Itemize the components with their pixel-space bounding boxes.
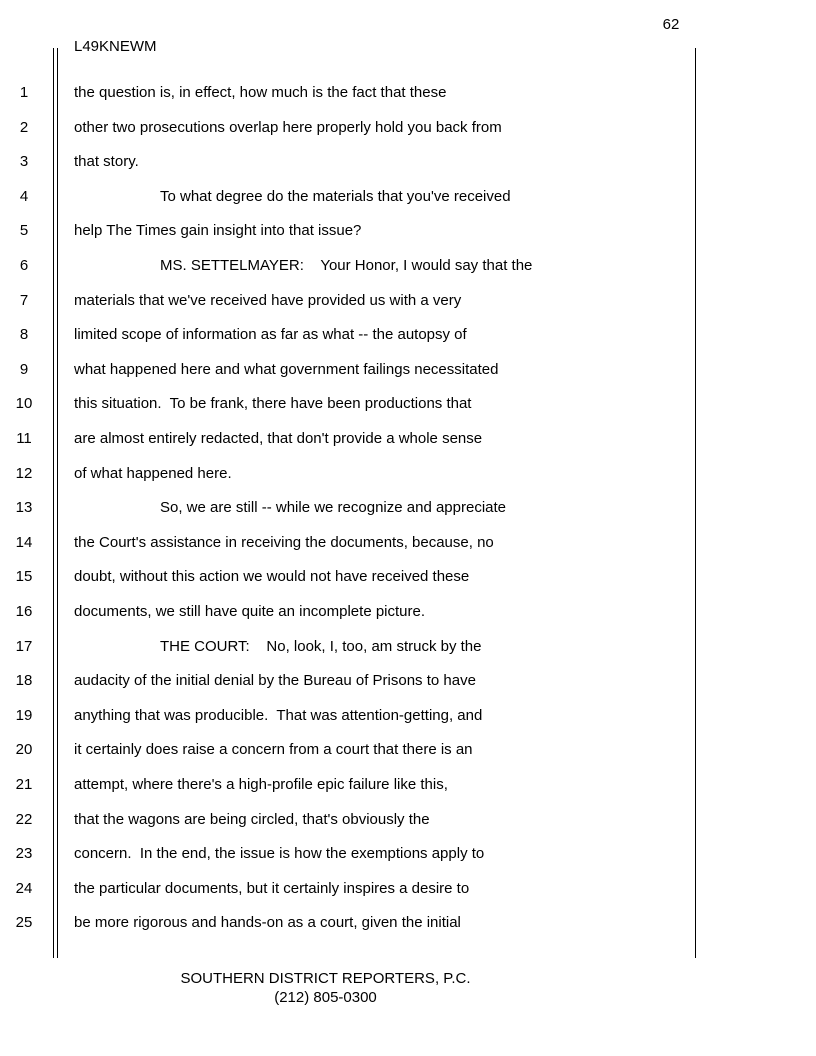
transcript-line: THE COURT: No, look, I, too, am struck by the xyxy=(160,638,482,655)
transcript-line: the particular documents, but it certainly inspires a desire to xyxy=(74,880,470,897)
transcript-line: are almost entirely redacted, that don't provide a whole sense xyxy=(74,430,483,447)
transcript-line: that story. xyxy=(74,153,139,170)
line-number: 6 xyxy=(19,257,29,274)
transcript-line: that the wagons are being circled, that's obviously the xyxy=(74,811,430,828)
transcript-line: what happened here and what government failings necessitated xyxy=(74,361,499,378)
left-margin-rule-inner xyxy=(57,48,58,958)
line-number: 2 xyxy=(19,119,29,136)
transcript-line: concern. In the end, the issue is how the exemptions apply to xyxy=(74,845,485,862)
line-number: 25 xyxy=(15,914,33,931)
line-number: 22 xyxy=(15,811,33,828)
line-number: 1 xyxy=(19,84,29,101)
transcript-line: the question is, in effect, how much is the fact that these xyxy=(74,84,447,101)
transcript-line: anything that was producible. That was attention-getting, and xyxy=(74,707,483,724)
line-number: 24 xyxy=(15,880,33,897)
transcript-line: So, we are still -- while we recognize and appreciate xyxy=(160,499,507,516)
line-number: 21 xyxy=(15,776,33,793)
transcript-line: attempt, where there's a high-profile epic failure like this, xyxy=(74,776,448,793)
line-number: 12 xyxy=(15,465,33,482)
line-number: 15 xyxy=(15,568,33,585)
transcript-line: audacity of the initial denial by the Bureau of Prisons to have xyxy=(74,672,476,689)
transcript-line: documents, we still have quite an incomplete picture. xyxy=(74,603,426,620)
line-number: 20 xyxy=(15,741,33,758)
line-number: 4 xyxy=(19,188,29,205)
transcript-line: it certainly does raise a concern from a court that there is an xyxy=(74,741,473,758)
footer-phone: (212) 805-0300 xyxy=(274,989,377,1006)
transcript-line: help The Times gain insight into that issue? xyxy=(74,222,362,239)
line-number: 11 xyxy=(16,430,32,447)
line-number: 16 xyxy=(15,603,33,620)
footer-reporter-name: SOUTHERN DISTRICT REPORTERS, P.C. xyxy=(180,970,471,987)
transcript-line: the Court's assistance in receiving the documents, because, no xyxy=(74,534,494,551)
page-number: 62 xyxy=(662,16,680,33)
line-number: 18 xyxy=(15,672,33,689)
transcript-line: of what happened here. xyxy=(74,465,232,482)
line-number: 23 xyxy=(15,845,33,862)
line-number: 9 xyxy=(19,361,29,378)
transcript-line: To what degree do the materials that you've received xyxy=(160,188,511,205)
line-number: 13 xyxy=(15,499,33,516)
line-number: 8 xyxy=(19,326,29,343)
line-number: 17 xyxy=(15,638,33,655)
transcript-line: be more rigorous and hands-on as a court, given the initial xyxy=(74,914,461,931)
transcript-line: limited scope of information as far as what -- the autopsy of xyxy=(74,326,467,343)
right-margin-rule xyxy=(695,48,696,958)
line-number: 5 xyxy=(19,222,29,239)
line-number: 10 xyxy=(15,395,33,412)
transcript-line: doubt, without this action we would not have received these xyxy=(74,568,470,585)
transcript-line: MS. SETTELMAYER: Your Honor, I would say that the xyxy=(160,257,533,274)
transcript-line: materials that we've received have provided us with a very xyxy=(74,292,462,309)
line-number: 7 xyxy=(19,292,29,309)
line-number: 14 xyxy=(15,534,33,551)
line-number: 3 xyxy=(19,153,29,170)
document-code: L49KNEWM xyxy=(74,38,157,55)
line-number: 19 xyxy=(15,707,33,724)
left-margin-rule xyxy=(53,48,54,958)
transcript-line: this situation. To be frank, there have been productions that xyxy=(74,395,472,412)
transcript-line: other two prosecutions overlap here properly hold you back from xyxy=(74,119,502,136)
